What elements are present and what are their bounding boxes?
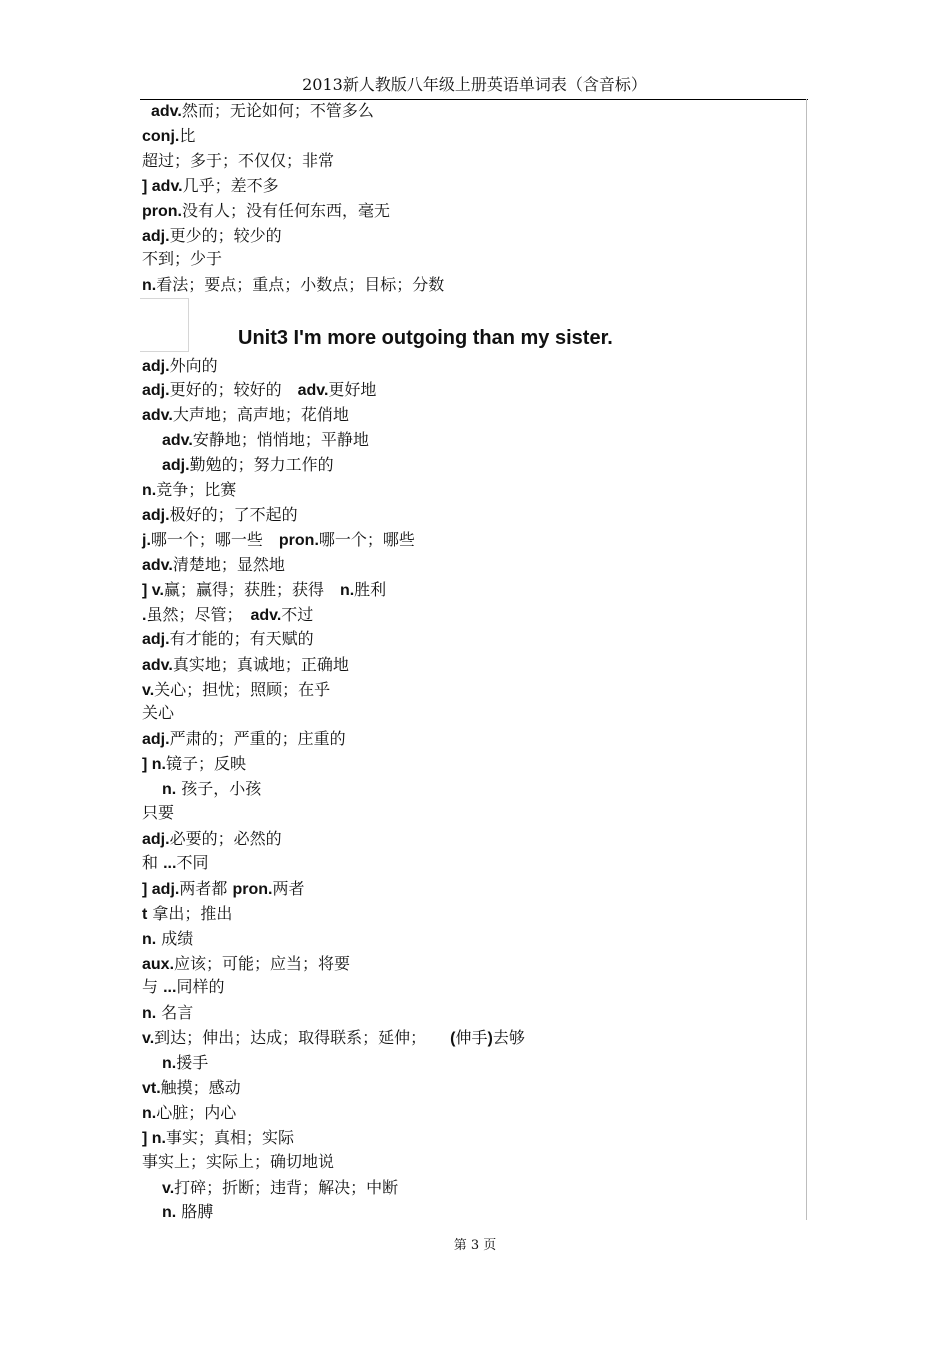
part-of-speech: v. — [162, 1180, 175, 1197]
definition-text: 关心；担忧；照顾；在乎 — [154, 680, 331, 699]
vocab-entry — [142, 1103, 236, 1123]
vocab-entry — [142, 356, 218, 376]
definition-text: 安静地；悄悄地；平静地 — [192, 430, 369, 449]
definition-text: 勤勉的；努力工作的 — [189, 455, 334, 474]
definition-text: 到达；伸出；达成；取得联系；延伸； — [154, 1028, 451, 1047]
vocab-entry — [142, 829, 282, 849]
part-of-speech: adv. — [142, 557, 173, 574]
definition-text: 外向的 — [169, 356, 218, 375]
definition-text: 有才能的；有天赋的 — [169, 629, 314, 648]
definition-text: 镜子；反映 — [166, 754, 247, 773]
vocab-entry — [142, 275, 444, 295]
part-of-speech: . — [142, 607, 147, 624]
definition-text: 大声地；高声地；花俏地 — [172, 405, 349, 424]
definition-text: 关心 — [142, 703, 175, 722]
definition-text: 两者 — [272, 879, 305, 898]
vocab-entry — [162, 455, 334, 475]
vocab-entry — [142, 1078, 241, 1098]
vocab-entry — [142, 1003, 193, 1023]
definition-text: 哪一个；哪些 — [318, 530, 415, 549]
part-of-speech: adj. — [142, 507, 170, 524]
empty-table-cell — [140, 298, 189, 352]
definition-text: 和 — [142, 853, 164, 872]
part-of-speech: pron. — [142, 203, 182, 220]
part-of-speech: t — [142, 906, 148, 923]
part-of-speech: adj. — [162, 457, 190, 474]
vocab-entry — [142, 655, 349, 675]
vocab-entry — [142, 380, 376, 400]
part-of-speech: n. — [142, 482, 157, 499]
part-of-speech: adv. — [297, 382, 329, 399]
part-of-speech: n. — [162, 1055, 177, 1072]
definition-text: 更少的；较少的 — [169, 226, 282, 245]
part-of-speech: ] adj. — [142, 881, 180, 898]
part-of-speech: conj. — [142, 128, 180, 145]
part-of-speech: n. — [339, 582, 355, 599]
definition-text: 与 — [142, 977, 164, 996]
page-number: 第 3 页 — [453, 1238, 497, 1253]
vocab-entry — [142, 703, 174, 723]
part-of-speech: n. — [162, 1204, 177, 1221]
definition-text: 真实地；真诚地；正确地 — [172, 655, 349, 674]
vocab-entry — [162, 1202, 213, 1222]
page-frame-right-border — [806, 99, 807, 1220]
part-of-speech: ] n. — [142, 756, 166, 773]
definition-text: 名言 — [156, 1003, 194, 1022]
vocab-entry — [142, 904, 232, 924]
definition-text: 哪一个；哪一些 — [150, 530, 279, 549]
definition-text: 几乎；差不多 — [182, 176, 279, 195]
vocab-entry — [142, 201, 390, 221]
vocab-entry — [142, 1128, 294, 1148]
vocab-entry — [162, 1053, 208, 1073]
part-of-speech: pron. — [278, 532, 319, 549]
definition-text: 两者都 — [179, 879, 233, 898]
definition-text: 必要的；必然的 — [169, 829, 282, 848]
vocab-entry — [142, 555, 285, 575]
vocab-entry — [142, 954, 350, 974]
vocab-entry — [162, 430, 369, 450]
part-of-speech: ... — [163, 855, 177, 872]
unit-heading: Unit3 I'm more outgoing than my sister. — [238, 327, 613, 349]
definition-text: 更好的；较好的 — [169, 380, 298, 399]
page-header-title: 2013新人教版八年级上册英语单词表（含音标） — [302, 75, 647, 94]
definition-text: 超过；多于；不仅仅；非常 — [142, 151, 335, 170]
vocab-entry — [142, 1028, 525, 1048]
definition-text: 应该；可能；应当；将要 — [174, 954, 351, 973]
part-of-speech: adj. — [142, 228, 170, 245]
vocab-entry — [142, 480, 236, 500]
definition-text: 极好的；了不起的 — [169, 505, 298, 524]
definition-text: 比 — [179, 126, 196, 145]
vocab-entry — [162, 1178, 398, 1198]
definition-text: 成绩 — [156, 929, 194, 948]
definition-text: 同样的 — [176, 977, 225, 996]
part-of-speech: ] n. — [142, 1130, 166, 1147]
definition-text: 然而；无论如何；不管多么 — [181, 101, 374, 120]
part-of-speech: ) — [487, 1030, 493, 1047]
part-of-speech: adv. — [151, 103, 182, 120]
part-of-speech: pron. — [232, 881, 273, 898]
part-of-speech: adj. — [142, 358, 170, 375]
definition-text: 拿出；推出 — [147, 904, 233, 923]
definition-text: 去够 — [492, 1028, 525, 1047]
definition-text: 虽然；尽管； — [146, 605, 251, 624]
definition-text: 孩子，小孩 — [176, 779, 262, 798]
vocab-entry — [142, 580, 386, 600]
definition-text: 只要 — [142, 803, 175, 822]
part-of-speech: adv. — [250, 607, 282, 624]
vocab-entry — [142, 249, 222, 269]
header-rule — [140, 99, 808, 100]
definition-text: 没有人；没有任何东西，毫无 — [182, 201, 391, 220]
vocab-entry — [142, 680, 330, 700]
vocab-entry — [142, 405, 349, 425]
part-of-speech: ] adv. — [142, 178, 183, 195]
part-of-speech: ( — [450, 1030, 456, 1047]
part-of-speech: v. — [142, 682, 155, 699]
part-of-speech: adv. — [162, 432, 193, 449]
vocab-entry — [142, 226, 282, 246]
definition-text: 严肃的；严重的；庄重的 — [169, 729, 346, 748]
definition-text: 打碎；折断；违背；解决；中断 — [174, 1178, 399, 1197]
part-of-speech: adv. — [142, 407, 173, 424]
part-of-speech: ] v. — [142, 582, 164, 599]
part-of-speech: n. — [142, 931, 157, 948]
vocab-entry — [142, 803, 174, 823]
definition-text: 伸手 — [455, 1028, 488, 1047]
part-of-speech: n. — [162, 781, 177, 798]
part-of-speech: ... — [163, 979, 177, 996]
vocab-entry — [142, 605, 313, 625]
vocab-entry — [142, 1152, 334, 1172]
vocab-entry — [162, 779, 261, 799]
vocab-entry — [142, 977, 224, 997]
definition-text: 更好地 — [328, 380, 377, 399]
definition-text: 心脏；内心 — [156, 1103, 237, 1122]
definition-text: 胜利 — [354, 580, 387, 599]
definition-text: 不同 — [176, 853, 209, 872]
vocab-entry — [151, 101, 374, 121]
definition-text: 事实；真相；实际 — [166, 1128, 295, 1147]
definition-text: 竞争；比赛 — [156, 480, 237, 499]
vocab-entry — [142, 729, 346, 749]
definition-text: 胳膊 — [176, 1202, 214, 1221]
definition-text: 不过 — [281, 605, 314, 624]
part-of-speech: j. — [142, 532, 151, 549]
vocab-entry — [142, 176, 279, 196]
part-of-speech: v. — [142, 1030, 155, 1047]
part-of-speech: n. — [142, 1105, 157, 1122]
vocab-entry — [142, 879, 304, 899]
part-of-speech: n. — [142, 1005, 157, 1022]
vocab-entry — [142, 126, 195, 146]
definition-text: 不到；少于 — [142, 249, 223, 268]
vocab-entry — [142, 505, 298, 525]
vocab-entry — [142, 530, 415, 550]
vocab-entry — [142, 151, 334, 171]
part-of-speech: adj. — [142, 731, 170, 748]
vocab-entry — [142, 629, 314, 649]
definition-text: 触摸；感动 — [160, 1078, 241, 1097]
part-of-speech: adj. — [142, 631, 170, 648]
part-of-speech: adv. — [142, 657, 173, 674]
part-of-speech: adj. — [142, 831, 170, 848]
vocab-entry — [142, 929, 193, 949]
definition-text: 援手 — [176, 1053, 209, 1072]
part-of-speech: vt. — [142, 1080, 161, 1097]
part-of-speech: n. — [142, 277, 157, 294]
definition-text: 清楚地；显然地 — [172, 555, 285, 574]
vocab-entry — [142, 853, 208, 873]
part-of-speech: aux. — [142, 956, 175, 973]
part-of-speech: adj. — [142, 382, 170, 399]
definition-text: 赢；赢得；获胜；获得 — [163, 580, 340, 599]
vocab-entry — [142, 754, 246, 774]
definition-text: 事实上；实际上；确切地说 — [142, 1152, 335, 1171]
definition-text: 看法；要点；重点；小数点；目标；分数 — [156, 275, 445, 294]
